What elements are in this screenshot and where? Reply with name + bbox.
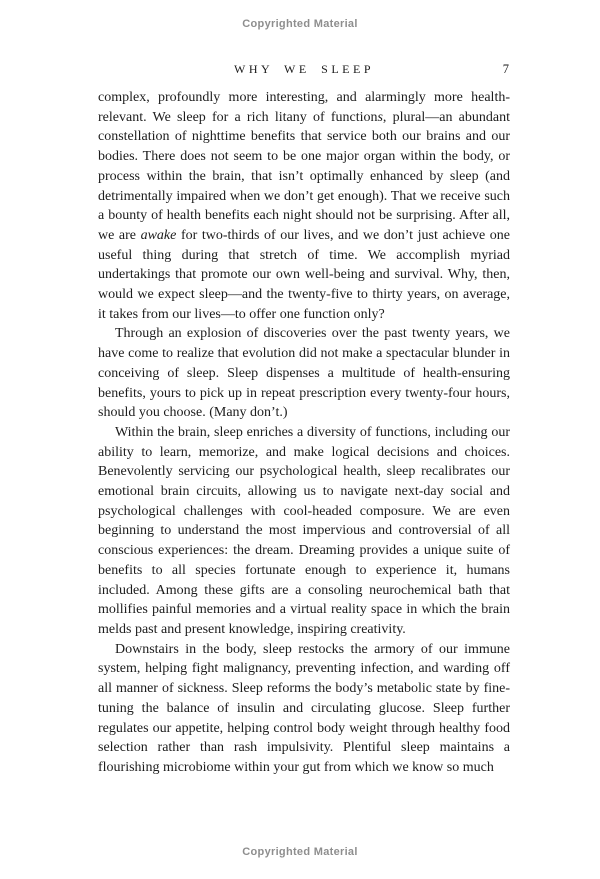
page-number: 7 [502, 62, 510, 76]
text-segment: Through an explosion of discoveries over the past twenty years, we have come to realize that evolution did not make a spectacular blunder in conceiving of sleep. Sleep dispenses a multitude of health-ensuring benefits, yours to pick up in repeat prescription every twenty-four hours, should you choose. (Many don’t.) [98, 326, 510, 421]
text-segment: complex, profoundly more interesting, and alarmingly more health-relevant. We sleep for a rich litany of function [98, 90, 510, 125]
paragraph [98, 88, 510, 324]
text-segment: , plural—an abundant constellation of nighttime benefits that service both our brains and our bodies. There does not seem to be one major organ within the body, or process within the brain, that isn’t optimally enhanced by sleep (and detrimentally impaired when we don’t get enough). That we receive such a bounty of health benefits each night should not be surprising. After all, we are [98, 109, 510, 243]
italic-text-segment: awake [140, 227, 177, 243]
text-segment: Downstairs in the body, sleep restocks the armory of our immune system, helping fight malignancy, preventing infection, and warding off all manner of sickness. Sleep reforms the body’s metabolic state by fine-tuning the balance of insulin and circulating glucose. Sleep further regulates our appetite, helping control body weight through healthy food selection rather than rash impulsivity. Plentiful sleep maintains a flourishing microbiome within your gut from which we know so much [98, 641, 510, 775]
italic-text-segment: s [377, 109, 383, 125]
page-header [98, 62, 510, 80]
copyright-notice-top: Copyrighted Material [242, 18, 358, 30]
text-segment: for two-thirds of our lives, and we don’t just achieve one useful thing during that stretch of time. We accomplish myriad undertakings that promote our own well-being and survival. Why, then, would we expect sleep—and the twenty-five to thirty years, on average, it takes from our lives—to offer one function only? [98, 227, 510, 322]
paragraph [98, 640, 510, 778]
running-head-title: WHY WE SLEEP [234, 62, 374, 76]
copyright-notice-bottom: Copyrighted Material [242, 846, 358, 858]
text-segment: Within the brain, sleep enriches a diversity of functions, including our ability to learn, memorize, and make logical decisions and choices. Benevolently servicing our psychological health, sleep recalibrates our emotional brain circuits, allowing us to navigate next-day social and psychological challenges with cool-headed composure. We are even beginning to understand the most impervious and controversial of all conscious experiences: the dream. Dreaming provides a unique suite of benefits to all species fortunate enough to experience it, humans included. Among these gifts are a consoling neurochemical bath that mollifies painful memories and a virtual reality space in which the brain melds past and present knowledge, inspiring creativity. [98, 424, 510, 637]
body-text [98, 88, 510, 778]
paragraph [98, 324, 510, 423]
paragraph [98, 423, 510, 640]
